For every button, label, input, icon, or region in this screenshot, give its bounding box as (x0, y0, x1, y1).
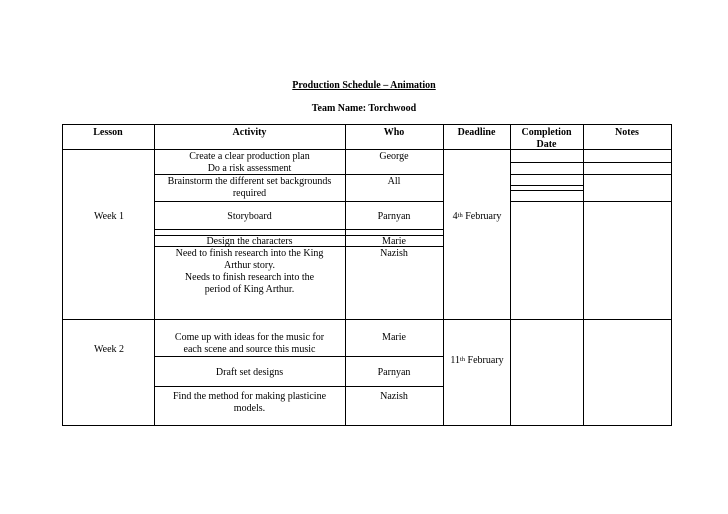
row-line (510, 190, 584, 191)
col-line (62, 124, 63, 426)
row-line (154, 201, 444, 202)
week2-activity: models. (233, 403, 266, 414)
col-line (510, 124, 511, 426)
week1-lesson: Week 1 (94, 211, 125, 222)
header-notes: Notes (615, 127, 639, 138)
header-completion: Completion (521, 127, 572, 138)
week2-deadline: 11th February (450, 355, 504, 366)
week2-activity: Draft set designs (215, 367, 284, 378)
week1-activity: period of King Arthur. (204, 284, 295, 295)
team-name: Team Name: Torchwood (311, 103, 417, 114)
week1-activity: Create a clear production plan (189, 151, 310, 162)
week2-activity: Find the method for making plasticine (172, 391, 327, 402)
week1-activity: Do a risk assessment (207, 163, 292, 174)
week1-activity: Needs to finish research into the (184, 272, 315, 283)
col-line (583, 124, 584, 426)
row-line (510, 174, 672, 175)
row-line (510, 185, 584, 186)
week1-activity: Need to finish research into the King (175, 248, 324, 259)
row-line (154, 229, 444, 230)
week1-deadline: 4th February (452, 211, 502, 222)
week2-who: Marie (382, 332, 406, 343)
week2-lesson: Week 2 (94, 344, 125, 355)
header-activity: Activity (232, 127, 267, 138)
week2-who: Nazish (380, 391, 408, 402)
header-completion-date: Date (536, 139, 557, 150)
week1-activity: Brainstorm the different set backgrounds (167, 176, 332, 187)
row-line (154, 356, 444, 357)
col-line (345, 124, 346, 426)
row-line (510, 162, 672, 163)
week1-activity: Design the characters (206, 236, 293, 247)
week1-activity: required (232, 188, 267, 199)
document-title: Production Schedule – Animation (292, 80, 436, 91)
week2-who: Parnyan (377, 367, 411, 378)
header-lesson: Lesson (93, 127, 123, 138)
week2-activity: Come up with ideas for the music for (174, 332, 325, 343)
week1-activity: Arthur story. (223, 260, 275, 271)
week1-who: Nazish (380, 248, 408, 259)
week1-who: George (379, 151, 409, 162)
row-line (510, 201, 672, 202)
week1-activity: Storyboard (227, 211, 272, 222)
header-deadline: Deadline (457, 127, 496, 138)
week1-who: Parnyan (377, 211, 411, 222)
header-who: Who (383, 127, 405, 138)
col-line (671, 124, 672, 426)
week1-who: All (387, 176, 401, 187)
row-line (154, 386, 444, 387)
col-line (443, 124, 444, 426)
week2-activity: each scene and source this music (183, 344, 316, 355)
week1-who: Marie (382, 236, 406, 247)
